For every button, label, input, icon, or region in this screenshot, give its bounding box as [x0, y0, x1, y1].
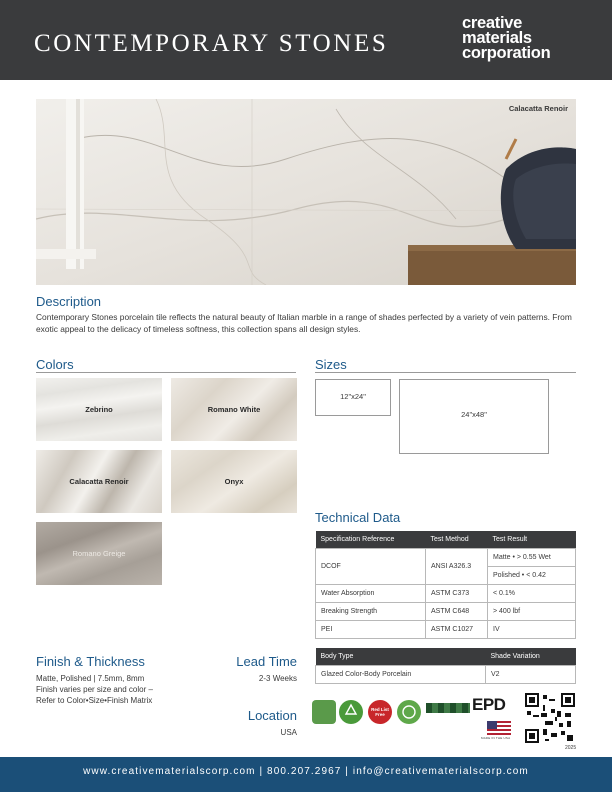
lead-time-heading: Lead Time [236, 654, 297, 669]
table-row [316, 549, 576, 567]
table-row [316, 666, 576, 684]
colors-heading: Colors [36, 357, 74, 372]
spec-cell: PEI [316, 621, 426, 639]
color-tile-onyx[interactable] [171, 450, 297, 513]
footer-contact[interactable]: www.creativematerialscorp.com | 800.207.2967 | info@creativematerialscorp.com [83, 766, 529, 777]
body-type-cell: Glazed Color-Body Porcelain [316, 666, 486, 684]
usa-flag-icon [487, 721, 511, 735]
table-header-row [316, 648, 576, 666]
qr-code[interactable] [525, 693, 575, 743]
result-cell: Polished • < 0.42 [488, 567, 576, 585]
logo-line-2: materials [462, 29, 532, 47]
color-tile-zebrino[interactable] [36, 378, 162, 441]
result-cell: < 0.1% [488, 585, 576, 603]
epd-logo: EPD [472, 695, 506, 714]
color-name: Calacatta Renoir [69, 477, 129, 486]
table-row [316, 585, 576, 603]
shade-variation-cell: V2 [486, 666, 576, 684]
method-cell: ASTM C1027 [426, 621, 488, 639]
colors-divider [36, 372, 296, 373]
sizes-divider [315, 372, 576, 373]
column-header: Test Method [426, 531, 488, 549]
red-list-label: Red List Free [371, 707, 389, 717]
finish-details [36, 673, 153, 706]
table-header-row [316, 531, 576, 549]
spec-cell: DCOF [316, 549, 426, 585]
hero-scene [36, 99, 576, 285]
company-logo[interactable] [462, 16, 550, 61]
location-heading: Location [247, 708, 297, 723]
recycle-icon [339, 700, 363, 724]
method-cell: ANSI A326.3 [426, 549, 488, 585]
made-in-usa-label: MADE IN THE USA [481, 736, 511, 740]
color-name: Zebrino [85, 405, 113, 414]
color-tile-romano-white[interactable] [171, 378, 297, 441]
color-name: Romano Greige [72, 549, 126, 558]
result-cell: IV [488, 621, 576, 639]
leed-icon [312, 700, 336, 724]
column-header: Body Type [316, 648, 486, 666]
logo-line-3: corporation [462, 44, 551, 62]
sizes-heading: Sizes [315, 357, 347, 372]
color-tile-romano-greige[interactable] [36, 522, 162, 585]
hero-image [36, 99, 576, 285]
declare-icon [397, 700, 421, 724]
result-cell: Matte • > 0.55 Wet [488, 549, 576, 567]
size-label: 24"x48" [461, 410, 487, 419]
location-value: USA [280, 728, 297, 737]
column-header: Shade Variation [486, 648, 576, 666]
color-tile-calacatta-renoir[interactable] [36, 450, 162, 513]
column-header: Specification Reference [316, 531, 426, 549]
size-24x48[interactable] [399, 379, 549, 454]
lead-time-value: 2-3 Weeks [258, 674, 297, 683]
size-12x24[interactable] [315, 379, 391, 416]
logo-line-1: creative [462, 14, 522, 32]
technical-heading: Technical Data [315, 510, 401, 525]
red-list-free-icon [368, 700, 392, 724]
color-name: Onyx [224, 477, 244, 486]
result-cell: > 400 lbf [488, 603, 576, 621]
series-title: CONTEMPORARY STONES [34, 30, 389, 57]
body-type-table [315, 648, 576, 684]
finish-line: Finish varies per size and color – [36, 685, 153, 694]
finish-line: Matte, Polished | 7.5mm, 8mm [36, 674, 145, 683]
table-row [316, 621, 576, 639]
hero-caption: Calacatta Renoir [508, 104, 568, 113]
column-header: Test Result [488, 531, 576, 549]
spec-cell: Breaking Strength [316, 603, 426, 621]
method-cell: ASTM C648 [426, 603, 488, 621]
technical-data-table [315, 531, 576, 639]
table-row [316, 603, 576, 621]
qr-year: 2025 [565, 745, 577, 751]
method-cell: ASTM C373 [426, 585, 488, 603]
finish-heading: Finish & Thickness [36, 654, 145, 669]
spec-cell: Water Absorption [316, 585, 426, 603]
finish-line: Refer to Color•Size•Finish Matrix [36, 696, 153, 705]
description-heading: Description [36, 294, 102, 309]
size-label: 12"x24" [340, 392, 366, 401]
color-name: Romano White [207, 405, 261, 414]
product-label-icon [426, 703, 470, 713]
description-text: Contemporary Stones porcelain tile reflects the natural beauty of Italian marble in a range of shades perfected by a variety of vein patterns. From exotic appeal to the delicacy of timeless softness, this collection spans all design styles. [36, 312, 572, 334]
